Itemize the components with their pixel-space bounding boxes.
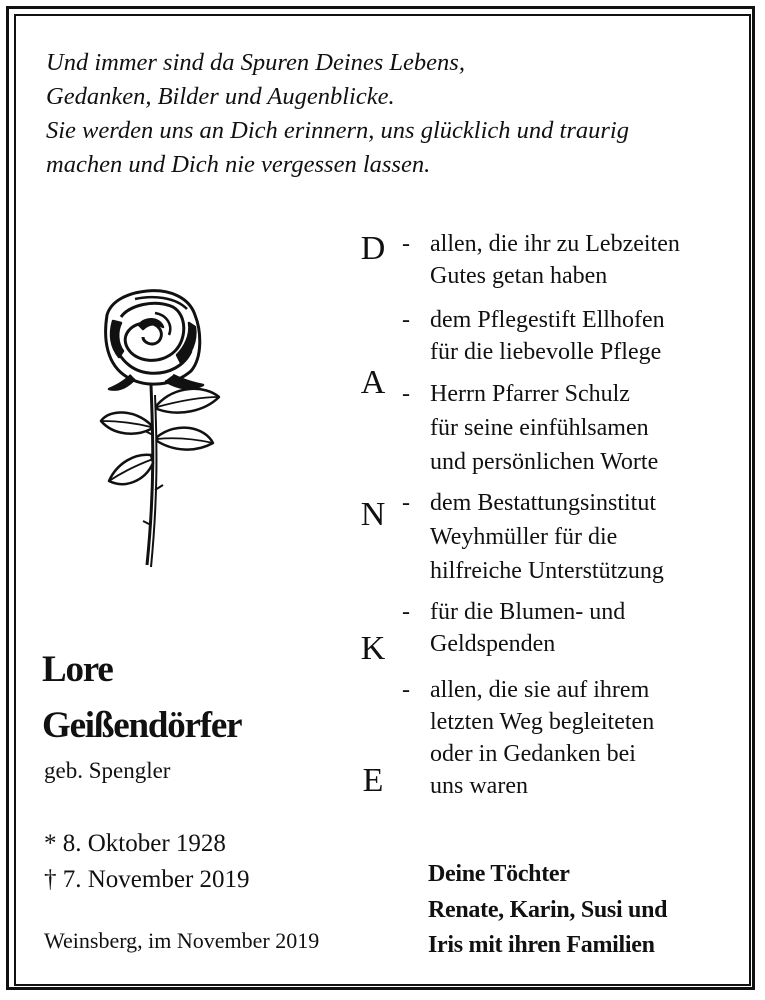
birth-date: * 8. Oktober 1928 bbox=[44, 830, 226, 857]
thanks-line: Herrn Pfarrer Schulz bbox=[430, 381, 630, 407]
dash: - bbox=[402, 381, 410, 407]
rose-illustration bbox=[95, 285, 235, 575]
signature-line: Deine Töchter bbox=[428, 861, 570, 887]
death-date: † 7. November 2019 bbox=[44, 866, 250, 893]
deceased-first-name: Lore bbox=[42, 649, 113, 690]
thanks-line: allen, die ihr zu Lebzeiten bbox=[430, 231, 680, 257]
dash: - bbox=[402, 599, 410, 625]
poem-line: machen und Dich nie vergessen lassen. bbox=[46, 151, 431, 178]
signature-line: Iris mit ihren Familien bbox=[428, 932, 655, 958]
place-and-date: Weinsberg, im November 2019 bbox=[44, 928, 320, 953]
thanks-line: dem Bestattungsinstitut bbox=[430, 490, 656, 516]
thanks-line: hilfreiche Unterstützung bbox=[430, 558, 664, 584]
danke-letter-a: A bbox=[360, 364, 386, 401]
thanks-line: dem Pflegestift Ellhofen bbox=[430, 307, 665, 333]
dash: - bbox=[402, 677, 410, 703]
poem-line: Und immer sind da Spuren Deines Lebens, bbox=[46, 49, 465, 76]
memorial-poem bbox=[46, 46, 746, 182]
danke-letter-e: E bbox=[362, 762, 384, 799]
thanks-line: und persönlichen Worte bbox=[430, 449, 659, 475]
dash: - bbox=[402, 307, 410, 333]
danke-letter-n: N bbox=[360, 496, 386, 533]
thanks-line: für die Blumen- und bbox=[430, 599, 626, 625]
thanks-line: für die liebevolle Pflege bbox=[430, 339, 662, 365]
danke-letter-k: K bbox=[360, 630, 386, 667]
thanks-line: Weyhmüller für die bbox=[430, 524, 618, 550]
deceased-last-name: Geißendörfer bbox=[42, 705, 242, 746]
thanks-line: Geldspenden bbox=[430, 631, 556, 657]
birth-name: geb. Spengler bbox=[44, 758, 171, 783]
signature-line: Renate, Karin, Susi und bbox=[428, 897, 668, 923]
thanks-line: für seine einfühlsamen bbox=[430, 415, 649, 441]
poem-line: Gedanken, Bilder und Augenblicke. bbox=[46, 83, 395, 110]
dash: - bbox=[402, 231, 410, 257]
poem-line: Sie werden uns an Dich erinnern, uns glücklich und traurig bbox=[46, 117, 629, 144]
thanks-line: oder in Gedanken bei bbox=[430, 741, 636, 767]
thanks-line: allen, die sie auf ihrem bbox=[430, 677, 650, 703]
thanks-line: letzten Weg begleiteten bbox=[430, 709, 655, 735]
dash: - bbox=[402, 490, 410, 516]
danke-letter-d: D bbox=[360, 230, 386, 267]
thanks-line: uns waren bbox=[430, 773, 528, 799]
thanks-line: Gutes getan haben bbox=[430, 263, 608, 289]
